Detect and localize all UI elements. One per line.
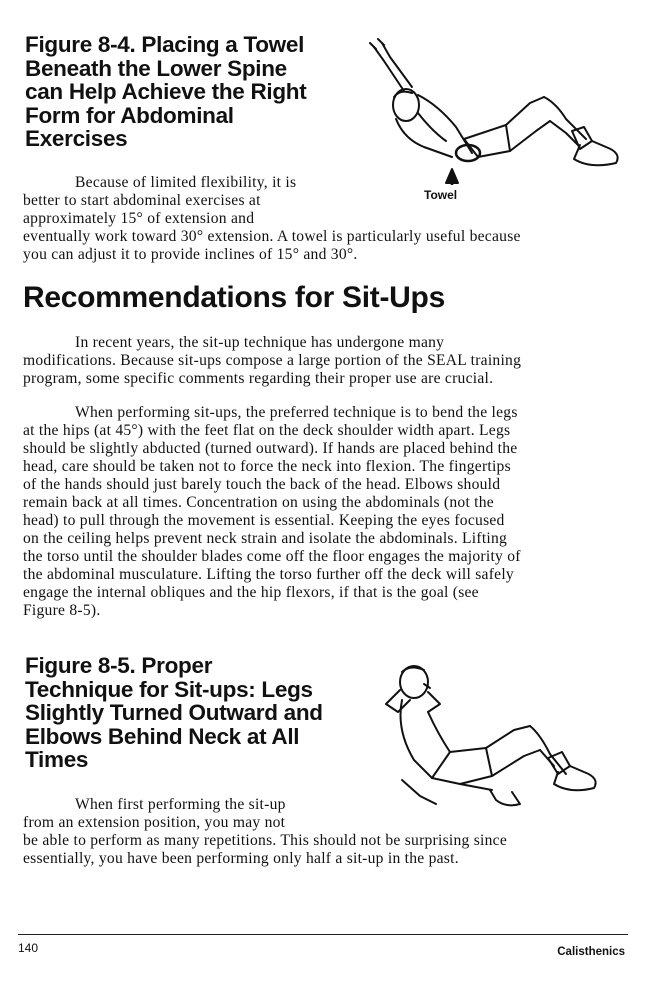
text-line: essentially, you have been performing only half a sit-up in the past. <box>23 850 459 867</box>
caption-line: Elbows Behind Neck at All <box>25 723 300 749</box>
text-line: engage the internal obliques and the hip flexors, if that is the goal (see <box>23 584 479 601</box>
caption-line: Figure 8-4. Placing a Towel <box>25 32 305 57</box>
text-line: program, some specific comments regarding their proper use are crucial. <box>23 370 494 387</box>
text-line: head, care should be taken not to force the neck into flexion. The fingertips <box>23 458 511 475</box>
text-line: remain back at all times. Concentration on using the abdominals (not the <box>23 494 494 511</box>
caption-line: Exercises <box>25 126 128 151</box>
text-line: eventually work toward 30° extension. A towel is particularly useful because <box>23 228 521 245</box>
caption-line: Beneath the Lower Spine <box>25 55 287 81</box>
text-line: the abdominal musculature. Lifting the torso further off the deck will safely <box>23 566 514 583</box>
text-line: When first performing the sit-up <box>75 796 286 813</box>
section-heading: Recommendations for Sit-Ups <box>23 281 445 314</box>
caption-line: Form for Abdominal <box>25 102 234 128</box>
text-line: When performing sit-ups, the preferred technique is to bend the legs <box>75 404 518 421</box>
text-line: Because of limited flexibility, it is <box>75 174 297 191</box>
text-line: should be slightly abducted (turned outward). If hands are placed behind the <box>23 440 518 457</box>
text-line: In recent years, the sit-up technique has undergone many <box>75 334 445 351</box>
text-line: at the hips (at 45°) with the feet flat on the deck shoulder width apart. Legs <box>23 422 511 439</box>
towel-label: Towel <box>424 188 458 202</box>
section-name: Calisthenics <box>557 946 625 958</box>
text-line: Figure 8-5). <box>23 602 101 619</box>
caption-line: Slightly Turned Outward and <box>25 700 323 725</box>
caption-line: Technique for Sit-ups: Legs <box>25 676 313 702</box>
text-line: you can adjust it to provide inclines of 15° and 30°. <box>23 246 358 263</box>
person-doing-sit-up-illustration <box>380 660 620 810</box>
text-line: better to start abdominal exercises at <box>23 192 261 209</box>
caption-line: Times <box>25 747 89 772</box>
figure-8-5-caption <box>25 654 323 772</box>
text-line: on the ceiling helps prevent neck strain and isolate the abdominals. Lifting <box>23 530 508 547</box>
page-number: 140 <box>18 941 39 955</box>
person-reclining-on-towel-illustration <box>360 35 628 185</box>
text-line: head) to pull through the movement is essential. Keeping the eyes focused <box>23 512 505 529</box>
text-line: modifications. Because sit-ups compose a large portion of the SEAL training <box>23 352 522 369</box>
text-line: of the hands should just barely touch the back of the head. Elbows should <box>23 476 501 493</box>
footer-divider <box>18 934 628 935</box>
text-line: approximately 15° of extension and <box>23 210 255 227</box>
caption-line: Figure 8-5. Proper <box>25 653 213 678</box>
text-line: be able to perform as many repetitions. This should not be surprising since <box>23 832 508 849</box>
text-line: the torso until the shoulder blades come off the floor engages the majority of <box>23 548 521 565</box>
caption-line: can Help Achieve the Right <box>25 79 307 104</box>
figure-8-4-caption <box>25 33 306 151</box>
text-line: from an extension position, you may not <box>23 814 286 831</box>
